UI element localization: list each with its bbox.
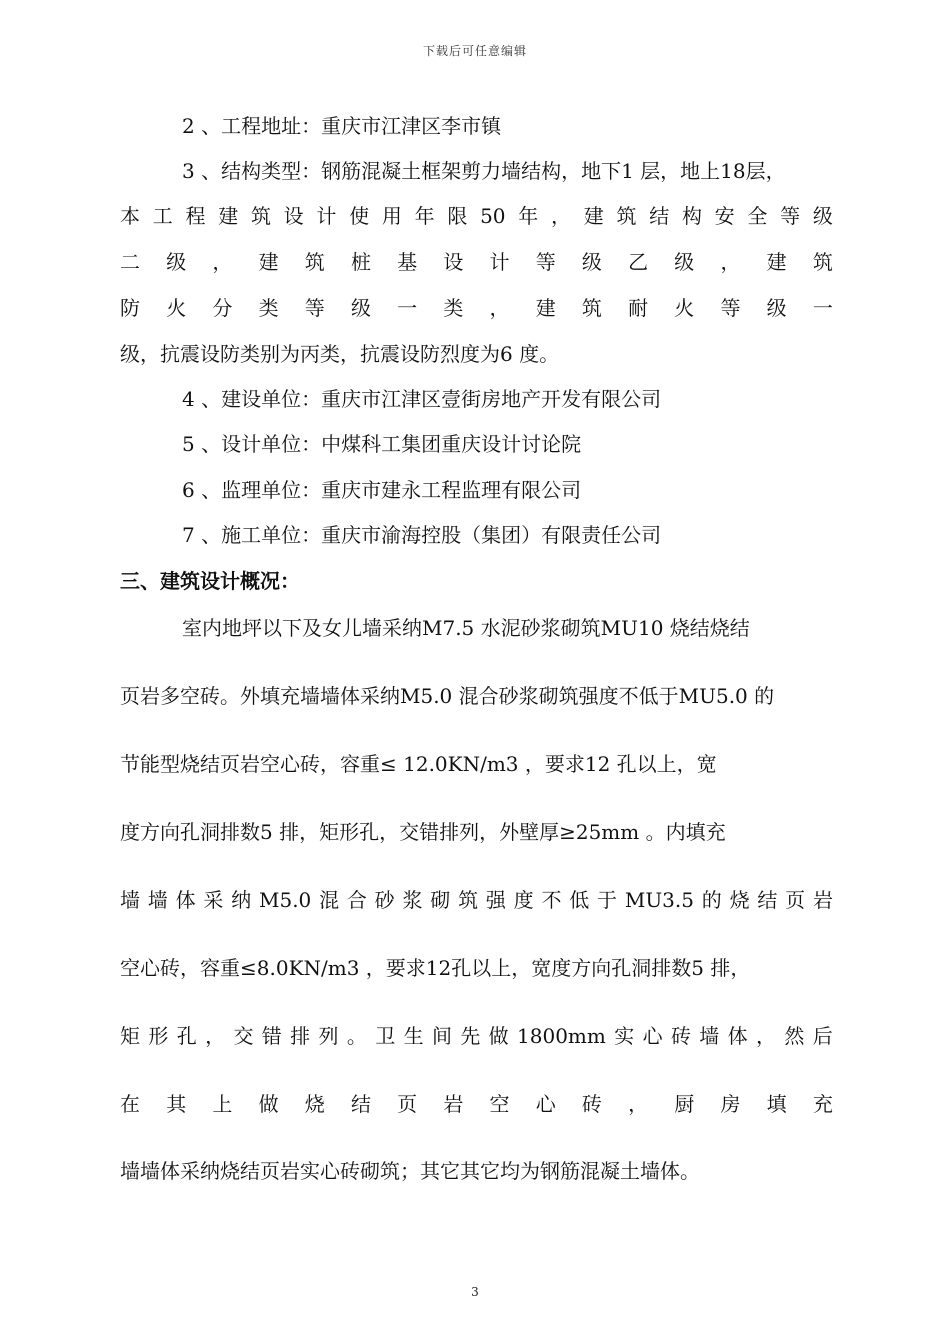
justified-token: 间 [431,1024,452,1048]
justified-token: 级 [674,250,695,274]
justified-token: 年 [518,204,539,228]
justified-token: 50 [480,204,506,228]
justified-token: 筑 [458,888,479,912]
justified-token: 浆 [402,888,423,912]
justified-token: 基 [397,250,418,274]
justified-token: 等 [304,296,325,320]
justified-token: 纳 [231,888,252,912]
justified-token: 建 [583,204,604,228]
justified-token: 级 [350,296,371,320]
justified-token: 防 [120,296,140,320]
page-header: 下载后可任意编辑 [422,44,527,58]
justified-token: 岩 [812,888,833,912]
justified-token: 充 [812,1092,833,1116]
justified-token: 建 [766,250,787,274]
justified-token: 一 [397,296,418,320]
justified-token: 建 [535,296,556,320]
justified-token: ， [489,296,510,320]
justified-token: 采 [203,888,224,912]
justified-token: 墙 [147,888,168,912]
justified-token: 限 [447,204,468,228]
justified-token: 上 [212,1092,233,1116]
justified-token: 做 [488,1024,509,1048]
justified-token: 不 [541,888,562,912]
justified-token: 合 [346,888,367,912]
justified-token: 混 [319,888,340,912]
justified-token: 火 [674,296,695,320]
justified-token: ， [628,1092,649,1116]
justified-token: 在 [120,1092,140,1116]
justified-token: 设 [283,204,304,228]
justified-token: 体 [727,1024,748,1048]
justified-token: 体 [175,888,196,912]
paragraph-line: 室内地坪以下及女儿墙采纳M7.5 水泥砂浆砌筑MU10 烧结烧结 [182,616,750,640]
justified-token: 筑 [812,250,833,274]
justified-token: 类 [443,296,464,320]
list-item: 7 、施工单位：重庆市渝海控股（集团）有限责任公司 [182,523,662,547]
justified-token: 程 [185,204,206,228]
justified-token: 砂 [374,888,395,912]
justified-token: 于 [597,888,618,912]
justified-token: 级 [766,296,787,320]
justified-token: 建 [218,204,239,228]
paragraph-line: 级，抗震设防类别为丙类，抗震设防烈度为6 度。 [120,342,560,366]
justified-token: 类 [258,296,279,320]
justified-token: ， [205,1024,226,1048]
justified-token: 度 [513,888,534,912]
justified-token: 筑 [581,296,602,320]
justified-token: 。 [346,1024,367,1048]
list-item: 5 、设计单位：中煤科工集团重庆设计讨论院 [182,432,582,456]
justified-token: 的 [701,888,722,912]
justified-token: 火 [166,296,187,320]
justified-token: 安 [714,204,735,228]
justified-token: 低 [569,888,590,912]
justified-token: 等 [535,250,556,274]
justified-token: 结 [350,1092,371,1116]
justified-token: 后 [812,1024,833,1048]
justified-token: M5.0 [258,888,312,912]
paragraph-line: 度方向孔洞排数5 排，矩形孔，交错排列，外壁厚≥25mm 。内填充 [120,820,726,844]
paragraph-line: 页岩多空砖。外填充墙墙体采纳M5.0 混合砂浆砌筑强度不低于MU5.0 的 [120,684,775,708]
justified-token: 全 [747,204,768,228]
paragraph-line: 墙墙体采纳烧结页岩实心砖砌筑；其它其它均为钢筋混凝土墙体。 [120,1159,700,1183]
justified-token: 1800mm [517,1024,606,1048]
justified-token: 先 [460,1024,481,1048]
justified-token: 结 [757,888,778,912]
justified-token: 强 [485,888,506,912]
justified-token: 筑 [250,204,271,228]
justified-token: 空 [489,1092,510,1116]
justified-token: 孔 [176,1024,197,1048]
justified-token: 级 [812,204,833,228]
section-heading: 三、建筑设计概况： [120,569,300,593]
list-item: 6 、监理单位：重庆市建永工程监理有限公司 [182,478,582,502]
justified-token: 筑 [616,204,637,228]
justified-token: ， [756,1024,777,1048]
justified-token: 年 [414,204,435,228]
paragraph-line [120,248,833,276]
paragraph-line [120,1022,833,1050]
justified-token: 岩 [443,1092,464,1116]
justified-token: 卫 [375,1024,396,1048]
justified-token: 交 [233,1024,254,1048]
justified-token: 砖 [670,1024,691,1048]
justified-token: 工 [152,204,173,228]
justified-token: 墙 [699,1024,720,1048]
justified-token: 实 [614,1024,635,1048]
justified-token: 列 [318,1024,339,1048]
paragraph-line: 空心砖，容重≤8.0KN/m3 ，要求12孔以上，宽度方向孔洞排数5 排， [120,956,751,980]
justified-token: 砌 [430,888,451,912]
justified-token: 等 [780,204,801,228]
justified-token: 桩 [350,250,371,274]
paragraph-line [120,886,833,914]
justified-token: ， [720,250,741,274]
page-number: 3 [471,1285,479,1299]
justified-token: 页 [785,888,806,912]
justified-token: 耐 [628,296,649,320]
justified-token: 填 [766,1092,787,1116]
justified-token: 排 [290,1024,311,1048]
justified-token: 墙 [120,888,140,912]
paragraph-line: 节能型烧结页岩空心砖，容重≤ 12.0KN/m3 ，要求12 孔以上，宽 [120,752,717,776]
justified-token: 计 [316,204,337,228]
justified-token: 心 [535,1092,556,1116]
justified-token: 乙 [628,250,649,274]
justified-token: 二 [120,250,140,274]
list-item: 3 、结构类型：钢筋混凝土框架剪力墙结构，地下1 层，地上18层， [182,159,786,183]
justified-token: 错 [261,1024,282,1048]
justified-token: 房 [720,1092,741,1116]
justified-token: 砖 [581,1092,602,1116]
justified-token: 级 [166,250,187,274]
justified-token: 筑 [304,250,325,274]
justified-token: ， [212,250,233,274]
justified-token: 使 [349,204,370,228]
justified-token: 页 [397,1092,418,1116]
justified-token: 其 [166,1092,187,1116]
justified-token: 本 [120,204,140,228]
justified-token: 做 [258,1092,279,1116]
justified-token: 用 [381,204,402,228]
justified-token: 厨 [674,1092,695,1116]
justified-token: 矩 [120,1024,140,1048]
justified-token: 结 [649,204,670,228]
justified-token: 烧 [304,1092,325,1116]
justified-token: 构 [681,204,702,228]
justified-token: 然 [784,1024,805,1048]
justified-token: 形 [148,1024,169,1048]
justified-token: 一 [812,296,833,320]
paragraph-line [120,202,833,230]
justified-token: 等 [720,296,741,320]
justified-token: ， [551,204,571,228]
list-item: 4 、建设单位：重庆市江津区壹街房地产开发有限公司 [182,387,662,411]
justified-token: 生 [403,1024,424,1048]
list-item: 2 、工程地址：重庆市江津区李市镇 [182,114,502,138]
paragraph-line [120,1090,833,1118]
justified-token: 计 [489,250,510,274]
justified-token: 建 [258,250,279,274]
paragraph-line [120,294,833,322]
justified-token: 心 [642,1024,663,1048]
justified-token: MU3.5 [624,888,694,912]
justified-token: 烧 [729,888,750,912]
justified-token: 分 [212,296,233,320]
justified-token: 设 [443,250,464,274]
justified-token: 级 [581,250,602,274]
